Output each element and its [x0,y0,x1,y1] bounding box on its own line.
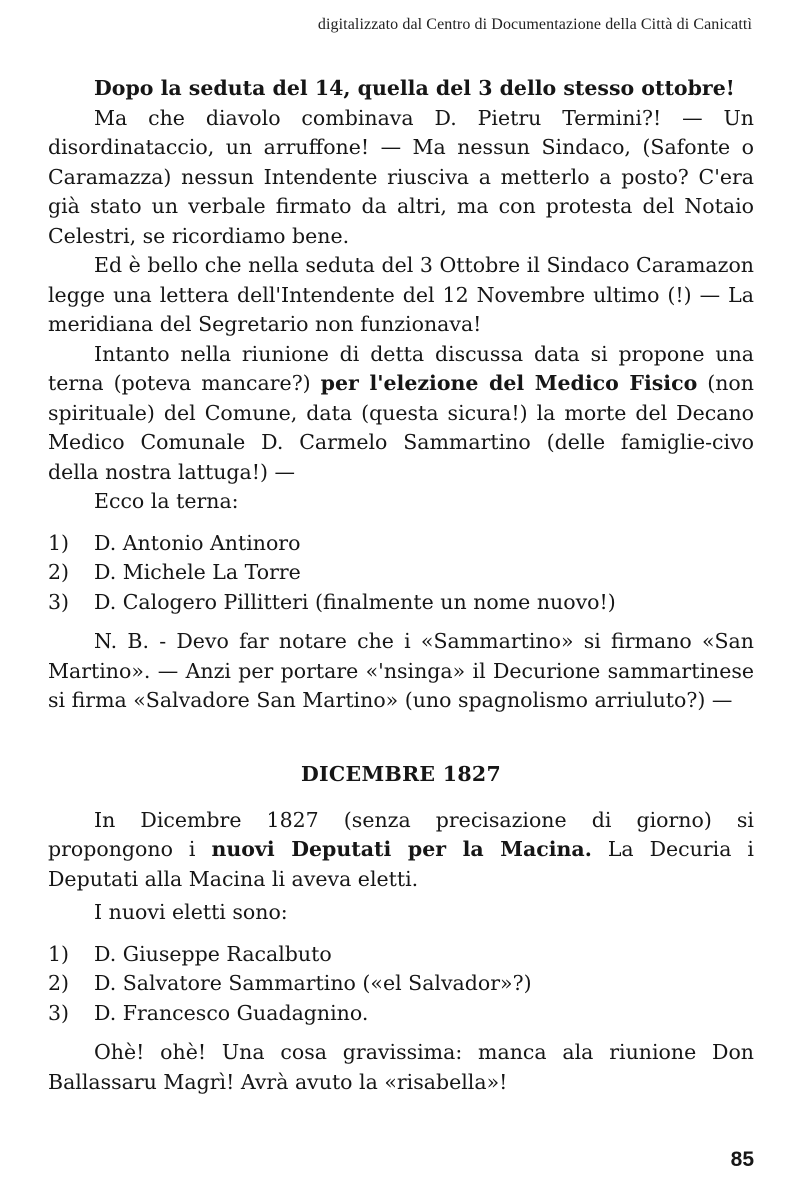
list-item [48,969,754,999]
paragraph-3-text-after: (non spirituale) del Comune, data (questa sicura!) la morte del Decano Medico Comunale D. Carmelo Sammartino (delle famiglie-civo della nostra lattuga!) — [48,371,754,484]
section-intro-bold: nuovi Deputati per la Macina. [211,837,592,861]
list-item-name: D. Michele La Torre [94,560,301,584]
list-item-number: 1) [48,530,70,555]
list-item [48,940,754,970]
list-item-name: D. Giuseppe Racalbuto [94,941,332,966]
paragraph-1: Ma che diavolo combinava D. Pietru Termini?! — Un disordinataccio, un arruffone! — Ma nessun Sindaco, (Safonte o Caramazza) nessun Intendente riusciva a metterlo a posto? C'era già stato un verbale firmato da altri, ma con protesta del Notaio Celestri, se ricordiamo bene. [48,105,754,248]
paragraph-3 [48,340,754,488]
nb-paragraph: N. B. - Devo far notare che i «Sammartino» si firmano «San Martino». — Anzi per portare «'nsinga» il Decurione sammartinese si firma «Salvadore San Martino» (uno spagnolismo arriuluto?) — [48,629,754,712]
terna-intro: Ecco la terna: [94,489,239,513]
list-item-name: D. Salvatore Sammartino («el Salvador»?) [94,971,532,995]
list-item-name: D. Francesco Guadagnino. [94,1000,369,1025]
paragraph-2: Ed è bello che nella seduta del 3 Ottobre il Sindaco Caramazon legge una lettera dell'Intendente del 12 Novembre ultimo (!) — La meridiana del Segretario non funzionava! [48,253,754,336]
paragraph-3-text-before: Intanto nella riunione di detta discussa data si propone una terna (poteva mancare?) [48,341,754,395]
list-item-number: 2) [48,971,70,995]
list-item [48,529,754,559]
list-item [48,558,754,588]
list-item [48,999,754,1029]
list-item-number: 3) [48,589,70,614]
section-title: DICEMBRE 1827 [300,761,502,786]
closing-paragraph: Ohè! ohè! Una cosa gravissima: manca ala riunione Don Ballassaru Magrì! Avrà avuto la «risabella»! [48,1040,754,1094]
page-body [48,74,754,1097]
list-item [48,588,754,618]
section-intro [48,806,754,895]
list-item-number: 2) [48,560,70,584]
lead-bold-sentence: Dopo la seduta del 14, quella del 3 dello stesso ottobre! [94,76,735,100]
paragraph-3-bold: per l'elezione del Medico Fisico [320,371,698,395]
section-intro-after: La Decuria i Deputati alla Macina li aveva eletti. [48,837,754,891]
elected-label: I nuovi eletti sono: [94,900,288,924]
elected-list [48,940,754,1029]
list-item-number: 1) [48,941,70,966]
list-item-name: D. Calogero Pillitteri (finalmente un nome nuovo!) [94,589,616,614]
paragraph-lead [48,74,754,104]
digitization-header: digitalizzato dal Centro di Documentazione della Città di Canicattì [317,16,752,33]
list-item-name: D. Antonio Antinoro [94,530,301,555]
terna-list [48,529,754,618]
list-item-number: 3) [48,1000,70,1025]
page-number: 85 [730,1148,754,1171]
section-intro-before: In Dicembre 1827 (senza precisazione di giorno) si propongono i [48,807,754,861]
